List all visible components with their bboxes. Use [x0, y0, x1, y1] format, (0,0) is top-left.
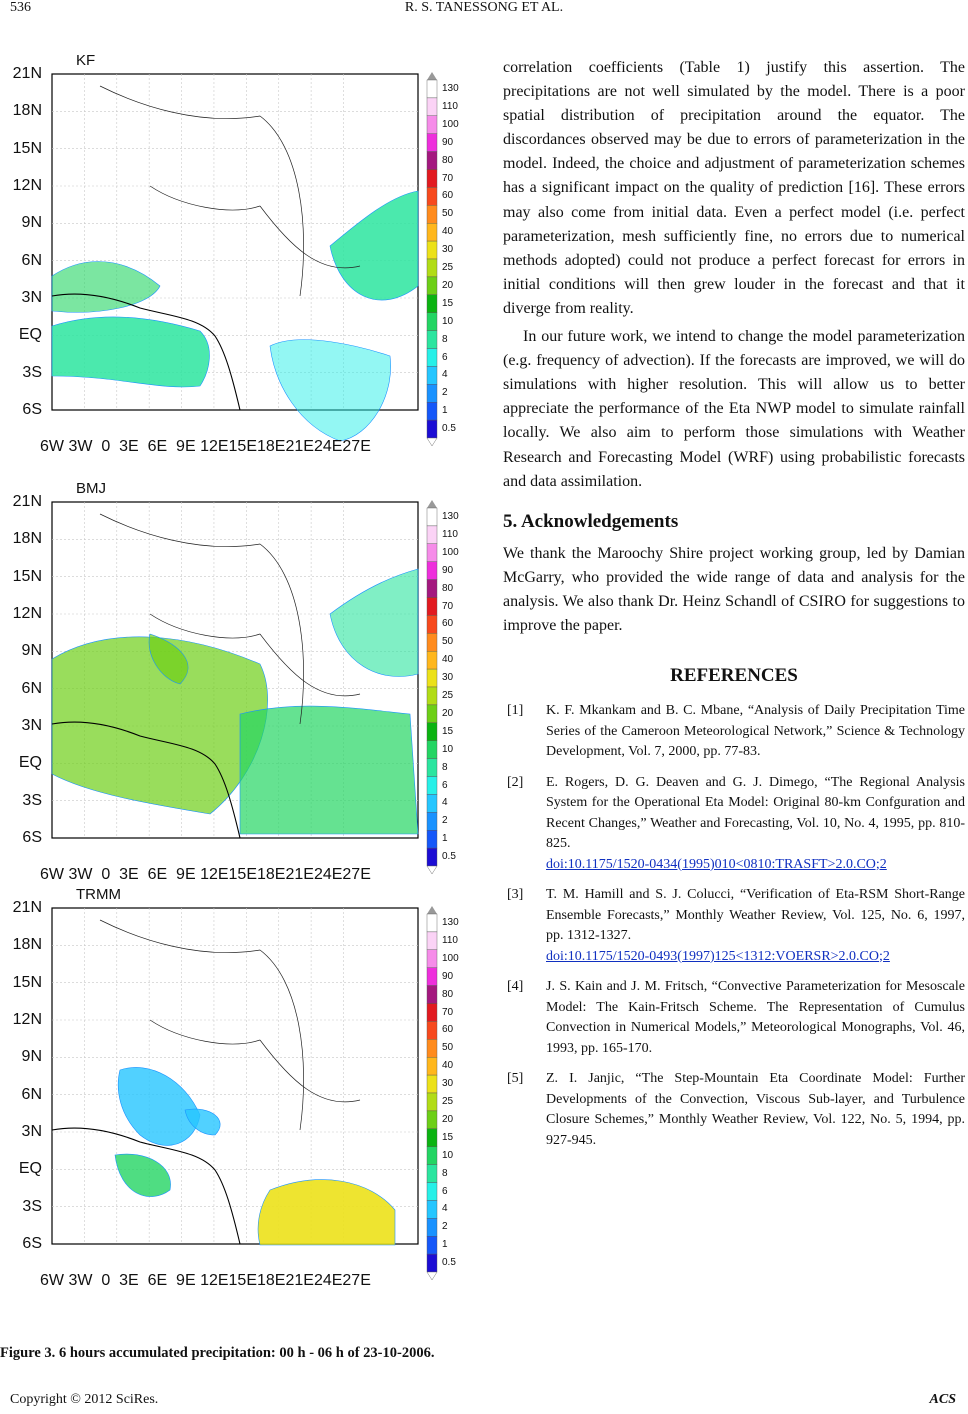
latitude-label: EQ — [18, 1160, 42, 1178]
latitude-label: 3N — [21, 289, 42, 306]
colorbar-label: 6 — [442, 351, 448, 363]
reference-doi-link[interactable]: doi:10.1175/1520-0434(1995)010<0810:TRASFT>2.0.CO;2 — [546, 856, 887, 872]
colorbar-label: 130 — [442, 83, 459, 94]
colorbar-arrow-top — [427, 500, 437, 508]
colorbar-label: 40 — [442, 654, 454, 666]
latitude-label: 12N — [12, 1011, 42, 1028]
precip-region — [240, 706, 418, 834]
colorbar-label: 25 — [442, 262, 454, 273]
colorbar-label: 1 — [442, 405, 448, 417]
colorbar-arrow-bottom — [427, 866, 437, 874]
colorbar-swatch — [427, 134, 437, 152]
colorbar-label: 40 — [442, 1060, 454, 1072]
colorbar-swatch — [427, 526, 437, 544]
reference-doi-link[interactable]: doi:10.1175/1520-0493(1997)125<1312:VOERSR>2.0.CO;2 — [546, 948, 890, 964]
colorbar-label: 90 — [442, 970, 454, 982]
precip-map-kf — [0, 46, 460, 458]
reference-list — [503, 701, 965, 1151]
reference-item — [503, 977, 965, 1059]
reference-text: Z. I. Janjic, “The Step-Mountain Eta Coordinate Model: Further Developments of the Convection, Viscous Sub-layer, and Turbulence Closure Schemes,” Monthly Weather Review, Vol. 122, No. 5, 1994, pp. 927-945. — [546, 1071, 965, 1148]
colorbar-label: 15 — [442, 297, 454, 309]
reference-number: [2] — [507, 774, 524, 790]
colorbar-swatch — [427, 544, 437, 562]
latitude-label: 9N — [21, 642, 42, 660]
colorbar-label: 25 — [442, 690, 454, 701]
latitude-label: 3S — [22, 1197, 42, 1215]
colorbar-swatch — [427, 777, 437, 795]
colorbar-label: 80 — [442, 988, 454, 1000]
colorbar-label: 50 — [442, 636, 454, 648]
colorbar-swatch — [427, 950, 437, 968]
reference-item — [503, 701, 965, 763]
colorbar-swatch — [427, 205, 437, 223]
colorbar-swatch — [427, 1165, 437, 1183]
colorbar-swatch — [427, 986, 437, 1004]
colorbar-swatch — [427, 741, 437, 759]
colorbar-swatch — [427, 1004, 437, 1022]
latitude-label: 21N — [12, 899, 42, 916]
colorbar-label: 60 — [442, 1024, 454, 1036]
map-title: TRMM — [76, 886, 121, 903]
colorbar-label: 20 — [442, 707, 454, 719]
colorbar-label: 70 — [442, 600, 454, 612]
colorbar-swatch — [427, 420, 437, 438]
colorbar-label: 0.5 — [442, 851, 456, 863]
colorbar-label: 1 — [442, 1239, 448, 1251]
latitude-label: EQ — [18, 326, 42, 344]
latitude-label: EQ — [18, 754, 42, 772]
longitude-labels: 6W 3W 0 3E 6E 9E 12E15E18E21E24E27E — [40, 866, 371, 883]
colorbar-swatch — [427, 1093, 437, 1111]
precip-region — [52, 317, 209, 387]
colorbar-swatch — [427, 384, 437, 402]
colorbar-swatch — [427, 1254, 437, 1272]
journal-abbrev: ACS — [929, 1392, 956, 1407]
body-paragraph: correlation coefficients (Table 1) justify this assertion. The precipitations are not well simulated by the model. There is a poor spatial distribution of precipitation around the equator. The discordances observed may be due to errors of parameterization in the model. Indeed, the choice and adjustment of parameterization schemes has a significant impact on the quality of prediction [16]. These errors may also come from initial data. Even a perfect model (i.e. perfect parameterization, mesh sufficiently fine, no errors due to numerical methods adopted) could not produce a perfect forecast for errors in initial conditions will then grew louder in the forecast and that it diverge from reality. — [503, 59, 965, 317]
colorbar-label: 4 — [442, 1203, 448, 1215]
latitude-label: 18N — [12, 530, 42, 548]
colorbar-label: 130 — [442, 917, 459, 928]
reference-number: [1] — [507, 703, 524, 719]
colorbar-label: 50 — [442, 1042, 454, 1054]
colorbar-swatch — [427, 1075, 437, 1093]
latitude-label: 3N — [21, 717, 42, 734]
reference-item — [503, 1069, 965, 1151]
colorbar-arrow-top — [427, 72, 437, 80]
colorbar-swatch — [427, 223, 437, 241]
reference-text: T. M. Hamill and S. J. Colucci, “Verification of Eta-RSM Short-Range Ensemble Forecasts,” Monthly Weather Review, Vol. 125, No. 6, 1997, pp. 1312-1327. — [546, 887, 965, 944]
latitude-label: 6N — [21, 251, 42, 269]
references-heading: REFERENCES — [670, 665, 798, 687]
body-paragraph: In our future work, we intend to change the model parameterization (e.g. frequency of advection). If the forecasts are improved, we will do simulations with higher resolution. This will allow us to better appreciate the performance of the Eta NWP model to simulate rainfall locally. We also aim to perform those simulations with Weather Research and Forecasting Model (WRF) using probabilistic forecasts and data assimilation. — [503, 328, 965, 490]
colorbar-label: 100 — [442, 546, 459, 558]
colorbar-swatch — [427, 1218, 437, 1236]
colorbar-label: 6 — [442, 779, 448, 791]
colorbar-swatch — [427, 914, 437, 932]
colorbar-label: 110 — [442, 934, 458, 946]
colorbar-swatch — [427, 812, 437, 830]
reference-text: J. S. Kain and J. M. Fritsch, “Convective Parameterization for Mesoscale Model: The Kain-Fritsch Scheme. The Representation of Cumulus Convection in Numerical Models,” Meteorological Monographs, Vol. 46, 1993, pp. 165-170. — [546, 979, 965, 1056]
colorbar-swatch — [427, 932, 437, 950]
colorbar-swatch — [427, 968, 437, 986]
colorbar-label: 8 — [442, 1167, 448, 1179]
longitude-labels: 6W 3W 0 3E 6E 9E 12E15E18E21E24E27E — [40, 1272, 371, 1289]
map-panel-bmj — [0, 474, 460, 886]
colorbar-label: 70 — [442, 172, 454, 184]
colorbar-arrow-bottom — [427, 438, 437, 446]
colorbar-swatch — [427, 366, 437, 384]
reference-number: [5] — [507, 1071, 524, 1087]
colorbar-label: 110 — [442, 100, 458, 112]
colorbar-label: 110 — [442, 528, 458, 540]
colorbar-arrow-top — [427, 906, 437, 914]
colorbar-label: 30 — [442, 672, 454, 684]
colorbar-swatch — [427, 313, 437, 331]
latitude-label: 12N — [12, 605, 42, 622]
colorbar-swatch — [427, 848, 437, 866]
colorbar-swatch — [427, 687, 437, 705]
colorbar-label: 4 — [442, 369, 448, 381]
latitude-label: 15N — [12, 139, 42, 157]
page-number: 536 — [10, 0, 31, 15]
caption-label: Figure 3. — [0, 1345, 56, 1361]
latitude-label: 15N — [12, 973, 42, 991]
latitude-label: 9N — [21, 214, 42, 232]
colorbar-label: 2 — [442, 815, 448, 827]
colorbar-label: 4 — [442, 797, 448, 809]
colorbar-swatch — [427, 651, 437, 669]
colorbar-swatch — [427, 615, 437, 633]
colorbar-swatch — [427, 580, 437, 598]
latitude-label: 6S — [22, 1235, 42, 1252]
copyright: Copyright © 2012 SciRes. — [10, 1392, 159, 1407]
colorbar-label: 6 — [442, 1185, 448, 1197]
colorbar-swatch — [427, 241, 437, 259]
colorbar-label: 90 — [442, 136, 454, 148]
latitude-label: 21N — [12, 493, 42, 510]
colorbar-swatch — [427, 331, 437, 349]
running-title: R. S. TANESSONG ET AL. — [404, 0, 564, 15]
colorbar-swatch — [427, 759, 437, 777]
colorbar-swatch — [427, 669, 437, 687]
colorbar-label: 60 — [442, 618, 454, 630]
reference-number: [4] — [507, 979, 524, 995]
colorbar-swatch — [427, 705, 437, 723]
colorbar-swatch — [427, 349, 437, 367]
colorbar-label: 8 — [442, 333, 448, 345]
colorbar-label: 50 — [442, 208, 454, 220]
colorbar-label: 30 — [442, 1078, 454, 1090]
colorbar-swatch — [427, 1057, 437, 1075]
colorbar-swatch — [427, 277, 437, 295]
reference-item — [503, 773, 965, 876]
colorbar-swatch — [427, 1200, 437, 1218]
colorbar-label: 15 — [442, 725, 454, 737]
colorbar-swatch — [427, 508, 437, 526]
colorbar-swatch — [427, 1111, 437, 1129]
reference-text: E. Rogers, D. G. Deaven and G. J. Dimego, “The Regional Analysis System for the Operational Eta Model: Original 80-km Confguration and Recent Changes,” Weather and Forecasting, Vol. 10, No. 4, 1995, pp. 810-825. — [546, 774, 965, 852]
longitude-labels: 6W 3W 0 3E 6E 9E 12E15E18E21E24E27E — [40, 438, 371, 455]
colorbar-swatch — [427, 562, 437, 580]
colorbar-swatch — [427, 170, 437, 188]
colorbar-label: 100 — [442, 952, 459, 964]
colorbar-swatch — [427, 152, 437, 170]
colorbar-label: 0.5 — [442, 1257, 456, 1269]
reference-number: [3] — [507, 887, 524, 903]
colorbar-label: 130 — [442, 511, 459, 522]
precip-region — [270, 340, 391, 441]
colorbar-swatch — [427, 1147, 437, 1165]
colorbar-swatch — [427, 259, 437, 277]
map-panel-kf — [0, 46, 460, 458]
map-panel-trmm — [0, 880, 460, 1292]
colorbar-label: 90 — [442, 564, 454, 576]
map-title: KF — [76, 52, 96, 69]
ack-paragraph: We thank the Maroochy Shire project working group, led by Damian McGarry, who provided the wide range of data and analysis for the analysis. We also thank Dr. Heinz Schandl of CSIRO for suggestions to improve the paper. — [503, 544, 965, 634]
colorbar-label: 70 — [442, 1006, 454, 1018]
colorbar-swatch — [427, 1183, 437, 1201]
colorbar-label: 10 — [442, 315, 454, 327]
precip-map-bmj — [0, 474, 460, 886]
colorbar-label: 80 — [442, 582, 454, 594]
colorbar-label: 30 — [442, 244, 454, 256]
latitude-label: 9N — [21, 1048, 42, 1066]
colorbar-label: 0.5 — [442, 423, 456, 435]
colorbar-label: 100 — [442, 118, 459, 130]
colorbar-swatch — [427, 187, 437, 205]
colorbar-label: 40 — [442, 226, 454, 238]
latitude-label: 6S — [22, 401, 42, 418]
figure-caption — [0, 1344, 468, 1363]
latitude-label: 6S — [22, 829, 42, 846]
right-column — [503, 56, 965, 1161]
colorbar-label: 20 — [442, 1113, 454, 1125]
colorbar-swatch — [427, 1021, 437, 1039]
colorbar-swatch — [427, 830, 437, 848]
colorbar-swatch — [427, 794, 437, 812]
latitude-label: 18N — [12, 936, 42, 954]
colorbar-label: 80 — [442, 154, 454, 166]
colorbar-swatch — [427, 1236, 437, 1254]
map-title: BMJ — [76, 480, 106, 497]
colorbar-arrow-bottom — [427, 1272, 437, 1280]
latitude-label: 6N — [21, 1085, 42, 1103]
colorbar-swatch — [427, 116, 437, 134]
latitude-label: 3N — [21, 1123, 42, 1140]
colorbar-label: 2 — [442, 1221, 448, 1233]
reference-item — [503, 885, 965, 967]
latitude-label: 15N — [12, 567, 42, 585]
colorbar-label: 60 — [442, 190, 454, 202]
latitude-label: 3S — [22, 791, 42, 809]
colorbar-label: 10 — [442, 743, 454, 755]
colorbar-swatch — [427, 80, 437, 98]
caption-text: 6 hours accumulated precipitation: 00 h - 06 h of 23-10-2006. — [58, 1345, 435, 1361]
precip-map-trmm — [0, 880, 460, 1292]
colorbar-label: 20 — [442, 279, 454, 291]
latitude-label: 21N — [12, 65, 42, 82]
colorbar-swatch — [427, 723, 437, 741]
colorbar-label: 15 — [442, 1131, 454, 1143]
colorbar-label: 10 — [442, 1149, 454, 1161]
section-heading: 5. Acknowledgements — [503, 510, 679, 532]
reference-text: K. F. Mkankam and B. C. Mbane, “Analysis of Daily Precipitation Time Series of the Cameroon Meteorological Network,” Science & Technology Development, Vol. 7, 2000, pp. 77-83. — [546, 703, 965, 760]
colorbar-swatch — [427, 633, 437, 651]
colorbar-label: 1 — [442, 833, 448, 845]
latitude-label: 6N — [21, 679, 42, 697]
colorbar-swatch — [427, 1039, 437, 1057]
latitude-label: 18N — [12, 102, 42, 120]
colorbar-swatch — [427, 598, 437, 616]
colorbar-swatch — [427, 295, 437, 313]
colorbar-label: 25 — [442, 1096, 454, 1107]
latitude-label: 12N — [12, 177, 42, 194]
colorbar-label: 2 — [442, 387, 448, 399]
latitude-label: 3S — [22, 363, 42, 381]
colorbar-swatch — [427, 1129, 437, 1147]
colorbar-label: 8 — [442, 761, 448, 773]
colorbar-swatch — [427, 98, 437, 116]
colorbar-swatch — [427, 402, 437, 420]
